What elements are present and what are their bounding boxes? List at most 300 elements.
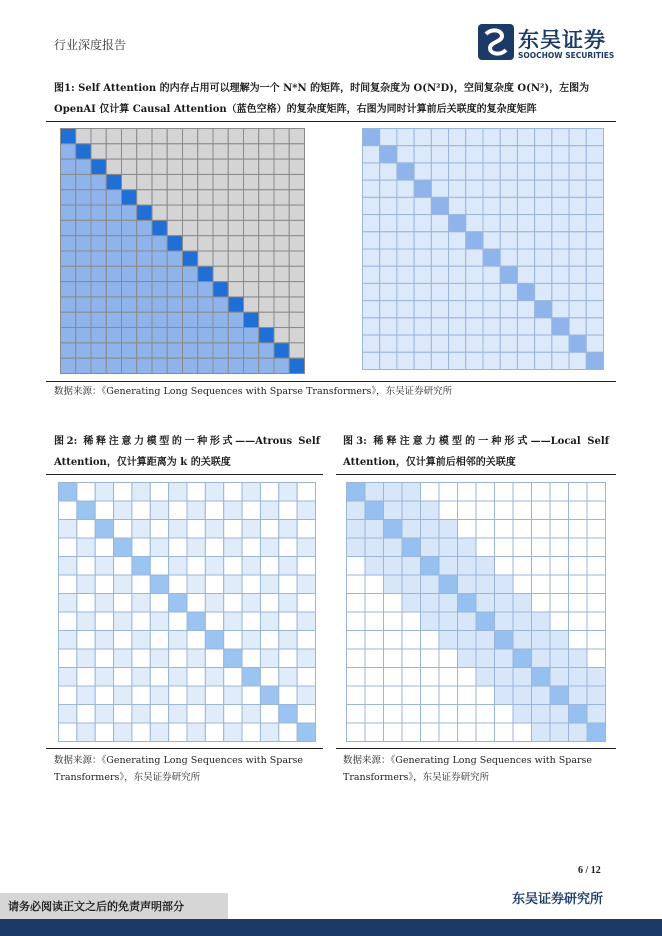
- matrix-cell: [59, 705, 77, 724]
- matrix-cell: [91, 358, 106, 373]
- matrix-cell: [402, 668, 421, 687]
- matrix-cell: [586, 318, 603, 335]
- matrix-cell: [213, 205, 228, 220]
- figure3-source-line2: Transformers》，东吴证券研究所: [343, 772, 490, 783]
- matrix-cell: [297, 594, 315, 613]
- matrix-cell: [466, 335, 483, 352]
- matrix-cell: [122, 282, 137, 297]
- matrix-cell: [517, 283, 534, 300]
- matrix-cell: [569, 649, 588, 668]
- matrix-cell: [205, 705, 223, 724]
- matrix-cell: [132, 557, 150, 576]
- matrix-cell: [228, 266, 243, 281]
- matrix-cell: [228, 251, 243, 266]
- matrix-cell: [458, 668, 477, 687]
- matrix-cell: [476, 557, 495, 576]
- matrix-cell: [458, 705, 477, 724]
- matrix-cell: [380, 180, 397, 197]
- matrix-cell: [397, 232, 414, 249]
- matrix-cell: [439, 594, 458, 613]
- matrix-cell: [586, 335, 603, 352]
- matrix-cell: [198, 236, 213, 251]
- matrix-cell: [114, 575, 132, 594]
- matrix-cell: [535, 215, 552, 232]
- matrix-cell: [91, 266, 106, 281]
- matrix-cell: [259, 205, 274, 220]
- matrix-cell: [363, 215, 380, 232]
- figure1-caption: [54, 78, 614, 120]
- matrix-cell: [205, 538, 223, 557]
- matrix-cell: [122, 328, 137, 343]
- matrix-cell: [274, 358, 289, 373]
- matrix-cell: [224, 538, 242, 557]
- matrix-cell: [198, 220, 213, 235]
- matrix-cell: [122, 312, 137, 327]
- matrix-cell: [213, 190, 228, 205]
- matrix-cell: [569, 215, 586, 232]
- matrix-cell: [61, 174, 76, 189]
- matrix-cell: [569, 180, 586, 197]
- matrix-cell: [242, 649, 260, 668]
- matrix-cell: [242, 557, 260, 576]
- matrix-cell: [569, 575, 588, 594]
- matrix-cell: [458, 631, 477, 650]
- matrix-cell: [402, 723, 421, 742]
- matrix-cell: [421, 538, 440, 557]
- matrix-cell: [279, 631, 297, 650]
- matrix-cell: [279, 668, 297, 687]
- matrix-cell: [384, 520, 403, 539]
- matrix-cell: [397, 335, 414, 352]
- matrix-cell: [274, 159, 289, 174]
- matrix-cell: [431, 197, 448, 214]
- matrix-cell: [150, 686, 168, 705]
- matrix-cell: [95, 668, 113, 687]
- matrix-cell: [500, 163, 517, 180]
- matrix-cell: [242, 631, 260, 650]
- matrix-cell: [260, 520, 278, 539]
- matrix-cell: [77, 557, 95, 576]
- matrix-cell: [517, 232, 534, 249]
- matrix-cell: [380, 352, 397, 369]
- matrix-cell: [106, 144, 121, 159]
- matrix-cell: [552, 249, 569, 266]
- matrix-cell: [476, 649, 495, 668]
- matrix-cell: [77, 520, 95, 539]
- matrix-cell: [449, 352, 466, 369]
- matrix-cell: [106, 312, 121, 327]
- footer-org: 东吴证券研究所: [512, 892, 604, 907]
- matrix-cell: [384, 538, 403, 557]
- matrix-cell: [132, 668, 150, 687]
- matrix-cell: [569, 612, 588, 631]
- matrix-cell: [500, 266, 517, 283]
- matrix-cell: [414, 146, 431, 163]
- matrix-cell: [552, 232, 569, 249]
- matrix-cell: [59, 668, 77, 687]
- matrix-cell: [59, 612, 77, 631]
- matrix-cell: [137, 236, 152, 251]
- figure2-top-rule: [46, 474, 323, 475]
- matrix-cell: [363, 318, 380, 335]
- matrix-cell: [414, 249, 431, 266]
- matrix-cell: [91, 236, 106, 251]
- matrix-cell: [449, 283, 466, 300]
- matrix-cell: [550, 594, 569, 613]
- matrix-cell: [431, 146, 448, 163]
- matrix-cell: [365, 668, 384, 687]
- matrix-cell: [61, 312, 76, 327]
- matrix-cell: [476, 575, 495, 594]
- matrix-cell: [347, 520, 366, 539]
- matrix-cell: [152, 297, 167, 312]
- matrix-cell: [289, 236, 304, 251]
- matrix-cell: [297, 631, 315, 650]
- matrix-cell: [224, 649, 242, 668]
- matrix-cell: [458, 520, 477, 539]
- figure1-causal-matrix: [60, 128, 305, 374]
- matrix-cell: [259, 129, 274, 144]
- disclaimer-text[interactable]: 请务必阅读正文之后的免责声明部分: [8, 900, 184, 913]
- disclaimer-box: [0, 893, 228, 919]
- matrix-cell: [132, 501, 150, 520]
- matrix-cell: [61, 144, 76, 159]
- matrix-cell: [532, 594, 551, 613]
- matrix-cell: [532, 668, 551, 687]
- matrix-cell: [535, 301, 552, 318]
- matrix-cell: [167, 205, 182, 220]
- matrix-cell: [122, 159, 137, 174]
- matrix-cell: [550, 557, 569, 576]
- matrix-cell: [77, 705, 95, 724]
- matrix-cell: [106, 205, 121, 220]
- matrix-cell: [586, 232, 603, 249]
- matrix-cell: [260, 649, 278, 668]
- matrix-cell: [76, 174, 91, 189]
- matrix-cell: [187, 649, 205, 668]
- matrix-cell: [500, 197, 517, 214]
- matrix-cell: [169, 483, 187, 502]
- matrix-cell: [95, 649, 113, 668]
- matrix-cell: [187, 612, 205, 631]
- matrix-cell: [365, 538, 384, 557]
- matrix-cell: [517, 180, 534, 197]
- matrix-cell: [552, 266, 569, 283]
- matrix-cell: [550, 631, 569, 650]
- matrix-cell: [483, 197, 500, 214]
- matrix-cell: [397, 301, 414, 318]
- matrix-cell: [569, 538, 588, 557]
- matrix-cell: [132, 705, 150, 724]
- matrix-cell: [569, 668, 588, 687]
- matrix-cell: [169, 538, 187, 557]
- matrix-cell: [552, 301, 569, 318]
- matrix-cell: [458, 612, 477, 631]
- matrix-cell: [169, 649, 187, 668]
- matrix-cell: [167, 358, 182, 373]
- matrix-cell: [384, 557, 403, 576]
- matrix-cell: [586, 180, 603, 197]
- matrix-cell: [213, 328, 228, 343]
- matrix-cell: [167, 312, 182, 327]
- matrix-cell: [132, 594, 150, 613]
- matrix-cell: [242, 483, 260, 502]
- matrix-cell: [535, 180, 552, 197]
- matrix-cell: [91, 159, 106, 174]
- matrix-cell: [114, 705, 132, 724]
- matrix-cell: [380, 301, 397, 318]
- matrix-cell: [466, 180, 483, 197]
- matrix-cell: [483, 283, 500, 300]
- matrix-cell: [535, 197, 552, 214]
- matrix-cell: [380, 197, 397, 214]
- matrix-cell: [289, 220, 304, 235]
- matrix-cell: [95, 686, 113, 705]
- matrix-cell: [260, 686, 278, 705]
- matrix-cell: [414, 352, 431, 369]
- matrix-cell: [61, 190, 76, 205]
- matrix-cell: [500, 283, 517, 300]
- matrix-cell: [205, 631, 223, 650]
- matrix-cell: [274, 266, 289, 281]
- matrix-cell: [228, 159, 243, 174]
- matrix-cell: [213, 159, 228, 174]
- matrix-cell: [132, 538, 150, 557]
- matrix-cell: [279, 649, 297, 668]
- matrix-cell: [205, 575, 223, 594]
- matrix-cell: [495, 723, 514, 742]
- matrix-cell: [586, 163, 603, 180]
- matrix-cell: [169, 668, 187, 687]
- matrix-cell: [431, 129, 448, 146]
- matrix-cell: [91, 205, 106, 220]
- matrix-cell: [402, 483, 421, 502]
- matrix-cell: [244, 159, 259, 174]
- matrix-cell: [550, 538, 569, 557]
- matrix-cell: [421, 723, 440, 742]
- matrix-cell: [414, 318, 431, 335]
- matrix-cell: [458, 557, 477, 576]
- matrix-cell: [449, 232, 466, 249]
- matrix-cell: [552, 318, 569, 335]
- matrix-cell: [205, 520, 223, 539]
- matrix-cell: [397, 318, 414, 335]
- matrix-cell: [535, 163, 552, 180]
- matrix-cell: [187, 723, 205, 742]
- matrix-cell: [495, 483, 514, 502]
- matrix-cell: [439, 686, 458, 705]
- matrix-cell: [198, 328, 213, 343]
- matrix-cell: [517, 146, 534, 163]
- matrix-cell: [347, 631, 366, 650]
- matrix-cell: [495, 668, 514, 687]
- matrix-cell: [495, 575, 514, 594]
- matrix-cell: [198, 358, 213, 373]
- matrix-cell: [183, 297, 198, 312]
- matrix-cell: [535, 318, 552, 335]
- matrix-cell: [439, 501, 458, 520]
- matrix-cell: [91, 220, 106, 235]
- matrix-cell: [466, 129, 483, 146]
- matrix-cell: [569, 483, 588, 502]
- matrix-cell: [495, 538, 514, 557]
- matrix-cell: [95, 538, 113, 557]
- matrix-cell: [150, 520, 168, 539]
- matrix-cell: [198, 343, 213, 358]
- matrix-cell: [587, 483, 606, 502]
- matrix-cell: [289, 358, 304, 373]
- matrix-cell: [380, 249, 397, 266]
- figure3-caption: [343, 431, 609, 473]
- matrix-cell: [550, 686, 569, 705]
- matrix-cell: [205, 483, 223, 502]
- matrix-cell: [150, 538, 168, 557]
- matrix-cell: [586, 215, 603, 232]
- matrix-cell: [517, 335, 534, 352]
- matrix-cell: [380, 232, 397, 249]
- matrix-cell: [169, 557, 187, 576]
- matrix-cell: [431, 335, 448, 352]
- matrix-cell: [228, 236, 243, 251]
- matrix-cell: [259, 312, 274, 327]
- figure3-local-matrix: [346, 482, 606, 742]
- matrix-cell: [483, 352, 500, 369]
- matrix-cell: [77, 686, 95, 705]
- matrix-cell: [535, 352, 552, 369]
- matrix-cell: [586, 197, 603, 214]
- matrix-cell: [466, 232, 483, 249]
- matrix-cell: [61, 220, 76, 235]
- matrix-cell: [458, 594, 477, 613]
- matrix-cell: [213, 358, 228, 373]
- figure2-bottom-rule: [46, 748, 323, 749]
- matrix-cell: [289, 144, 304, 159]
- matrix-cell: [137, 144, 152, 159]
- matrix-cell: [439, 705, 458, 724]
- matrix-cell: [495, 705, 514, 724]
- matrix-cell: [91, 144, 106, 159]
- matrix-cell: [513, 520, 532, 539]
- matrix-cell: [106, 159, 121, 174]
- matrix-cell: [167, 174, 182, 189]
- matrix-cell: [167, 282, 182, 297]
- matrix-cell: [114, 649, 132, 668]
- matrix-cell: [169, 594, 187, 613]
- matrix-cell: [137, 251, 152, 266]
- matrix-cell: [183, 144, 198, 159]
- matrix-cell: [95, 705, 113, 724]
- matrix-cell: [513, 538, 532, 557]
- matrix-cell: [259, 328, 274, 343]
- matrix-cell: [187, 557, 205, 576]
- matrix-cell: [535, 266, 552, 283]
- matrix-cell: [439, 723, 458, 742]
- matrix-cell: [483, 180, 500, 197]
- matrix-cell: [137, 328, 152, 343]
- matrix-cell: [106, 129, 121, 144]
- matrix-cell: [76, 312, 91, 327]
- matrix-cell: [586, 301, 603, 318]
- matrix-cell: [137, 174, 152, 189]
- matrix-cell: [384, 686, 403, 705]
- matrix-cell: [517, 352, 534, 369]
- matrix-cell: [274, 312, 289, 327]
- matrix-cell: [517, 163, 534, 180]
- matrix-cell: [458, 538, 477, 557]
- matrix-cell: [363, 163, 380, 180]
- matrix-cell: [76, 205, 91, 220]
- matrix-cell: [77, 594, 95, 613]
- matrix-cell: [169, 501, 187, 520]
- matrix-cell: [449, 318, 466, 335]
- matrix-cell: [242, 705, 260, 724]
- matrix-cell: [384, 612, 403, 631]
- matrix-cell: [517, 249, 534, 266]
- matrix-cell: [397, 129, 414, 146]
- matrix-cell: [205, 594, 223, 613]
- matrix-cell: [466, 266, 483, 283]
- matrix-cell: [535, 249, 552, 266]
- matrix-cell: [569, 197, 586, 214]
- matrix-cell: [91, 297, 106, 312]
- matrix-cell: [59, 631, 77, 650]
- matrix-cell: [122, 343, 137, 358]
- matrix-cell: [122, 358, 137, 373]
- matrix-cell: [347, 668, 366, 687]
- matrix-cell: [587, 501, 606, 520]
- matrix-cell: [466, 352, 483, 369]
- matrix-cell: [167, 328, 182, 343]
- matrix-cell: [77, 668, 95, 687]
- matrix-cell: [198, 251, 213, 266]
- matrix-cell: [279, 538, 297, 557]
- matrix-cell: [532, 649, 551, 668]
- matrix-cell: [224, 668, 242, 687]
- matrix-cell: [152, 129, 167, 144]
- matrix-cell: [198, 205, 213, 220]
- matrix-cell: [187, 594, 205, 613]
- matrix-cell: [61, 159, 76, 174]
- matrix-cell: [402, 686, 421, 705]
- matrix-cell: [289, 174, 304, 189]
- matrix-cell: [380, 335, 397, 352]
- matrix-cell: [569, 501, 588, 520]
- matrix-cell: [132, 575, 150, 594]
- matrix-cell: [297, 686, 315, 705]
- matrix-cell: [150, 575, 168, 594]
- matrix-cell: [183, 282, 198, 297]
- matrix-cell: [569, 705, 588, 724]
- matrix-cell: [228, 312, 243, 327]
- matrix-cell: [495, 501, 514, 520]
- matrix-cell: [213, 129, 228, 144]
- matrix-cell: [61, 297, 76, 312]
- matrix-cell: [495, 520, 514, 539]
- matrix-cell: [532, 557, 551, 576]
- matrix-cell: [183, 129, 198, 144]
- matrix-cell: [137, 297, 152, 312]
- matrix-cell: [169, 705, 187, 724]
- matrix-cell: [259, 297, 274, 312]
- matrix-cell: [289, 190, 304, 205]
- matrix-cell: [449, 180, 466, 197]
- matrix-cell: [550, 612, 569, 631]
- matrix-cell: [517, 197, 534, 214]
- matrix-cell: [187, 538, 205, 557]
- matrix-cell: [152, 358, 167, 373]
- matrix-cell: [95, 483, 113, 502]
- matrix-cell: [167, 220, 182, 235]
